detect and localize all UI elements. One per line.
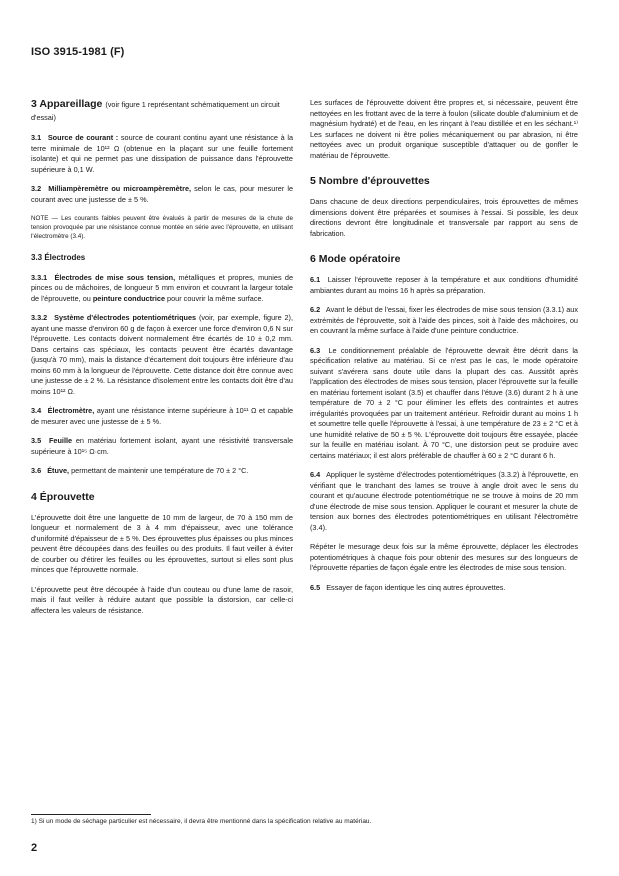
- surface-cleaning-paragraph: Les surfaces de l'éprouvette doivent être propres et, si nécessaire, peuvent être nettoyées en les frottant avec de la terre à foulon (silicate double d'aluminium et de magnésium hydraté) et de l'eau, en les rinçant à l'eau distillée et en les séchant.¹⁾ Les surfaces ne doivent ni être polies mécaniquement ou par abrasion, ni être nettoyées avec un produit organique susceptible d'attaquer ou de gonfler le matériau de l'éprouvette.: [310, 98, 578, 160]
- clause-3-1-heading: Source de courant :: [47, 133, 119, 142]
- clause-3-6-number: 3.6: [31, 466, 42, 475]
- clause-6-2-text: Avant le début de l'essai, fixer les électrodes de mise sous tension (3.3.1) aux extrémités de l'éprouvette, soit à l'aide des pinces, soit à l'aide des mâchoires, ou en couvrant la même surface à l'aide d'une peinture conductrice.: [310, 305, 578, 335]
- clause-3-5-number: 3.5: [31, 436, 42, 445]
- section-3-note: (voir figure 1 représentant schématiquement un circuit d'essai): [31, 100, 280, 122]
- clause-6-5-number: 6.5: [310, 582, 321, 592]
- clause-6-4: [310, 470, 578, 533]
- clause-3-5-text: en matériau fortement isolant, ayant une résistivité transversale supérieure à 10¹⁵ Ω·cm.: [31, 436, 294, 456]
- clause-3-4-text: ayant une résistance interne supérieure à 10¹¹ Ω et capable de mesurer avec une justesse de ± 5 %.: [31, 406, 294, 426]
- clause-3-2-number: 3.2: [31, 184, 42, 193]
- clause-6-3-number: 6.3: [310, 345, 321, 355]
- clause-3-4-number: 3.4: [31, 406, 42, 415]
- clause-3-6-text: permettant de maintenir une température de 70 ± 2 °C.: [71, 466, 249, 475]
- clause-3-3-2: [31, 313, 293, 397]
- note-3-2: NOTE — Les courants faibles peuvent être évalués à partir de mesures de la chute de tension provoquée par une résistance connue montée en série avec l'éprouvette, en utilisant l'électromètre (3.4).: [31, 215, 293, 240]
- clause-6-5: [310, 583, 578, 594]
- clause-6-5-text: Essayer de façon identique les cinq autres éprouvettes.: [326, 582, 506, 592]
- left-column: [31, 98, 293, 625]
- page-number: 2: [31, 842, 38, 854]
- section-4-paragraph-1: L'éprouvette doit être une languette de 10 mm de largeur, de 70 à 150 mm de longueur et normalement de 3 à 4 mm d'épaisseur, avec une tolérance d'uniformité d'épaisseur de ± 5 %. Des éprouvettes plus épaisses ou plus minces peuvent être découpées dans des feuilles ou des produits. Il faut veiller à éviter de courber ou d'étirer les feuilles ou les éprouvettes, surtout si elles sont plus minces que l'éprouvette normale.: [31, 512, 293, 574]
- clause-3-3-1: [31, 273, 293, 305]
- clause-3-1-number: 3.1: [31, 133, 42, 142]
- clause-3-2-text: selon le cas, pour mesurer le courant avec une justesse de ± 5 %.: [31, 184, 294, 204]
- document-header: ISO 3915-1981 (F): [31, 46, 125, 58]
- clause-6-3: [310, 346, 578, 462]
- clause-3-5-heading: Feuille: [48, 436, 73, 445]
- clause-6-3-text: Le conditionnement préalable de l'éprouvette devrait être décrit dans la spécification relative au matériau. Si ce n'est pas le cas, le mode opératoire suivant s'avérera sans doute utile dans la plupart des cas. Aussitôt après l'application des électrodes de mises sous tension, placer l'éprouvette sur la feuille en matériau fortement isolant (3.5) et chauffer dans l'étuve (3.6) durant 2 h à une température de 70 ± 2 °C pour éliminer les effets des contraintes et autres irrégularités provoquées par un traitement antérieur. Refroidir durant au moins 1 h et soumettre telle quelle l'éprouvette à l'essai, à une température de 23 ± 2 °C et à une humidité relative de 50 ± 5 %. L'éprouvette doit toujours être essayée, placée sur la feuille en matériau isolant. À 70 °C, une distorsion peut se produire avec certains matériaux; il est alors préférable de chauffer à 60 ± 2 °C durant 6 h.: [310, 345, 578, 460]
- clause-3-3-1-heading: Électrodes de mise sous tension,: [54, 272, 176, 282]
- footnote: 1) Si un mode de séchage particulier est nécessaire, il devra être mentionné dans la spécification relative au matériau.: [31, 818, 372, 825]
- clause-3-5: [31, 436, 293, 457]
- clause-3-2: [31, 184, 293, 205]
- section-3-title: 3 Appareillage: [31, 98, 103, 110]
- clause-6-1-number: 6.1: [310, 275, 321, 284]
- clause-3-1-text: source de courant continu ayant une résistance à la terre minimale de 10¹² Ω (obtenue en la plaçant sur une feuille fortement isolante) et qui ne permet pas une dissipation de puissance dans l'éprouvette supérieure à 0,1 W.: [31, 133, 293, 174]
- clause-3-3-1-number: 3.3.1: [31, 272, 48, 282]
- clause-6-4-number: 6.4: [310, 470, 321, 479]
- clause-3-3-2-heading: Système d'électrodes potentiométriques: [54, 313, 197, 322]
- section-4-title: 4 Éprouvette: [31, 490, 95, 503]
- section-3-3-title: 3.3 Électrodes: [31, 253, 86, 262]
- section-6-title: 6 Mode opératoire: [310, 253, 401, 265]
- clause-3-3-1-tail: pour couvrir la même surface.: [167, 293, 264, 303]
- section-5-title: 5 Nombre d'éprouvettes: [310, 175, 430, 187]
- section-4-paragraph-2: L'éprouvette peut être découpée à l'aide d'un couteau ou d'une lame de rasoir, mais il faut veiller à réduire autant que possible la distorsion, car celle-ci affectera les valeurs de résistance.: [31, 584, 293, 615]
- clause-3-1: [31, 133, 293, 175]
- clause-3-2-heading: Milliampèremètre ou microampèremètre,: [48, 184, 192, 193]
- clause-3-3-1-bold: peinture conductrice: [92, 293, 166, 303]
- clause-3-3-2-number: 3.3.2: [31, 313, 48, 322]
- clause-6-4-text: Appliquer le système d'électrodes potentiométriques (3.3.2) à l'éprouvette, en vérifiant que le tranchant des lames se trouve à angle droit avec le sens du courant et qu'aucune électrode potentiométrique ne se trouve à moins de 20 mm d'une électrode de mise sous tension. Appliquer le courant et mesurer la chute de tension aux bornes des électrodes potentiométriques en utilisant l'électromètre (3.4).: [310, 470, 579, 532]
- clause-3-3-2-text: (voir, par exemple, figure 2), ayant une masse d'environ 60 g de façon à exercer une force d'environ 0,6 N sur l'éprouvette. Les contacts doivent normalement être écartés de 10 ± 0,2 mm. Dans certains cas spéciaux, les contacts peuvent être écartés davantage (jusqu'à 70 mm), mais la distance d'écartement doit toujours être inférieure d'au moins 60 mm à la longueur de l'éprouvette. Cette distance doit être connue avec une justesse de ± 2 %. La résistance d'isolement entre les contacts doit être d'au moins 10¹² Ω.: [31, 313, 294, 396]
- section-3-heading: [31, 98, 293, 124]
- clause-6-2-number: 6.2: [310, 305, 321, 314]
- clause-3-4-heading: Électromètre,: [47, 406, 95, 415]
- clause-6-1: [310, 275, 578, 296]
- clause-3-3-1-text: métalliques et propres, munies de pinces ou de mâchoires, de longueur 5 mm environ et couvrant la largeur totale de l'éprouvette, ou: [31, 272, 294, 303]
- clause-3-6: [31, 466, 293, 477]
- right-column: [310, 98, 578, 602]
- clause-6-2: [310, 305, 578, 337]
- clause-6-4-paragraph-2: Répéter le mesurage deux fois sur la même éprouvette, déplacer les électrodes potentiométriques à chaque fois pour obtenir des mesures sur des longueurs de l'éprouvette réparties de façon égale entre les électrodes de mise sous tension.: [310, 542, 578, 572]
- clause-6-1-text: Laisser l'éprouvette reposer à la température et aux conditions d'humidité ambiantes durant au moins 16 h après sa préparation.: [310, 275, 578, 295]
- clause-3-4: [31, 406, 293, 427]
- section-5-paragraph: Dans chacune de deux directions perpendiculaires, trois éprouvettes de mêmes dimensions doivent être préparées et soumises à l'essai. Si possible, les deux directions devront être longitudinale et transversale par rapport au sens de fabrication.: [310, 197, 578, 238]
- footnote-divider: [31, 814, 151, 815]
- clause-3-6-heading: Étuve,: [47, 466, 70, 475]
